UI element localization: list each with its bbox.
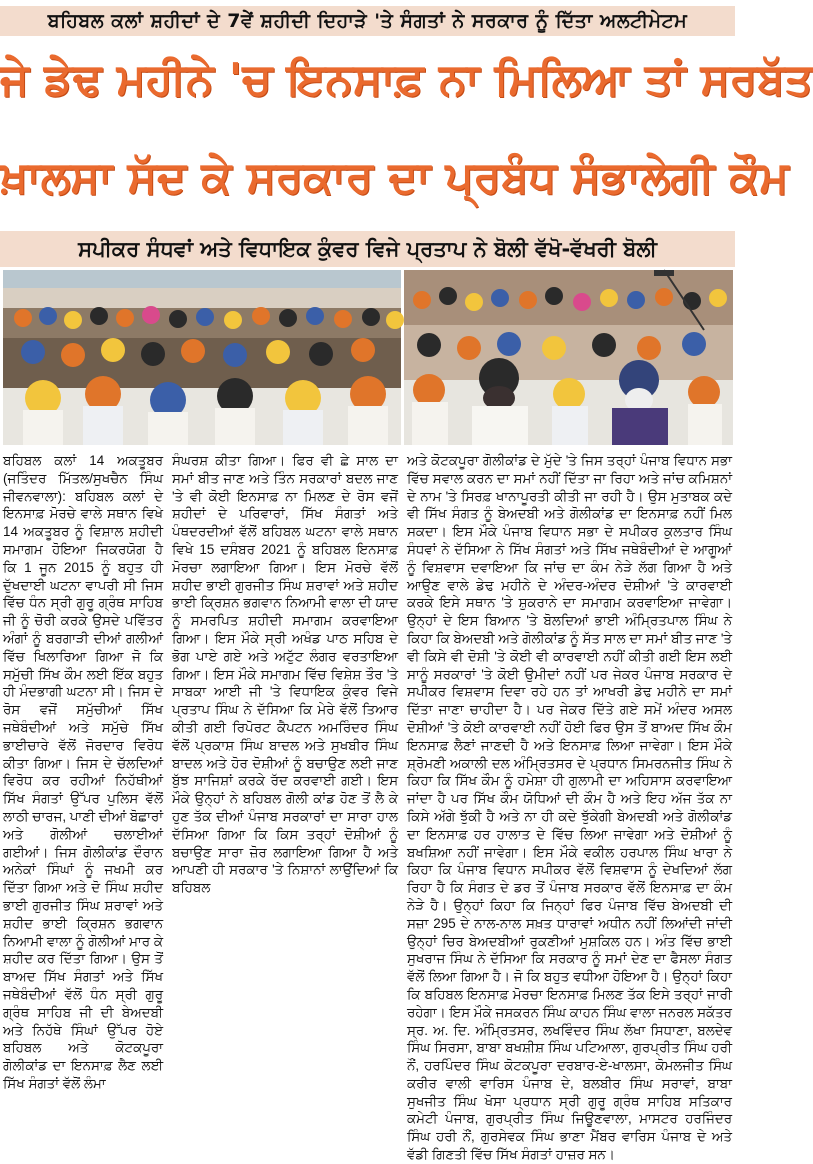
article-column-3 [407, 452, 732, 1163]
article-body-text: ਬਹਿਬਲ ਕਲਾਂ 14 ਅਕਤੂਬਰ (ਜਤਿੰਦਰ ਮਿੱਤਲ/ਸੁਖਚੈਨ ਸਿੰਘ ਜੀਵਨਵਾਲਾ): ਬਹਿਬਲ ਕਲਾਂ ਦੇ ਇਨਸਾਫ਼ ਮੋਰਚੇ ਵਾਲੇ ਸਥਾਨ ਵਿਖੇ 14 ਅਕਤੂਬਰ ਨੂੰ ਵਿਸ਼ਾਲ ਸ਼ਹੀਦੀ ਸਮਾਗਮ ਹੋਇਆ ਜਿਕਰਯੋਗ ਹੈ ਕਿ 1 ਜੂਨ 2015 ਨੂੰ ਬਹੁਤ ਹੀ ਦੁੱਖਦਾਈ ਘਟਨਾ ਵਾਪਰੀ ਸੀ ਜਿਸ ਵਿੱਚ ਧੰਨ ਸ੍ਰੀ ਗੁਰੂ ਗ੍ਰੰਥ ਸਾਹਿਬ ਜੀ ਨੂੰ ਚੋਰੀ ਕਰਕੇ ਉਸਦੇ ਪਵਿੱਤਰ ਅੰਗਾਂ ਨੂੰ ਬਰਗਾੜੀ ਦੀਆਂ ਗਲੀਆਂ ਵਿੱਚ ਖਿਲਾਰਿਆ ਗਿਆ ਜੋ ਕਿ ਸਮੁੱਚੀ ਸਿੱਖ ਕੌਮ ਲਈ ਇੱਕ ਬਹੁਤ ਹੀ ਮੰਦਭਾਗੀ ਘਟਨਾ ਸੀ। ਜਿਸ ਦੇ ਰੋਸ ਵਜੋਂ ਸਮੁੱਚੀਆਂ ਸਿੱਖ ਜਥੇਬੰਦੀਆਂ ਅਤੇ ਸਮੁੱਚੇ ਸਿੱਖ ਭਾਈਚਾਰੇ ਵੱਲੋਂ ਜੋਰਦਾਰ ਵਿਰੋਧ ਕੀਤਾ ਗਿਆ। ਜਿਸ ਦੇ ਚੱਲਦਿਆਂ ਵਿਰੋਧ ਕਰ ਰਹੀਆਂ ਨਿਹੱਥੀਆਂ ਸਿੱਖ ਸੰਗਤਾਂ ਉੱਪਰ ਪੁਲਿਸ ਵੱਲੋਂ ਲਾਠੀ ਚਾਰਜ, ਪਾਣੀ ਦੀਆਂ ਬੋਛਾਰਾਂ ਅਤੇ ਗੋਲੀਆਂ ਚਲਾਈਆਂ ਗਈਆਂ। ਜਿਸ ਗੋਲੀਕਾਂਡ ਦੌਰਾਨ ਅਨੇਕਾਂ ਸਿੰਘਾਂ ਨੂੰ ਜਖਮੀ ਕਰ ਦਿੱਤਾ ਗਿਆ ਅਤੇ ਦੋ ਸਿੰਘ ਸ਼ਹੀਦ ਭਾਈ ਗੁਰਜੀਤ ਸਿੰਘ ਸ਼ਰਾਵਾਂ ਅਤੇ ਸ਼ਹੀਦ ਭਾਈ ਕ੍ਰਿਸ਼ਨ ਭਗਵਾਨ ਨਿਆਮੀ ਵਾਲਾ ਨੂੰ ਗੋਲੀਆਂ ਮਾਰ ਕੇ ਸ਼ਹੀਦ ਕਰ ਦਿੱਤਾ ਗਿਆ। ਉਸ ਤੋਂ ਬਾਅਦ ਸਿੱਖ ਸੰਗਤਾਂ ਅਤੇ ਸਿੱਖ ਜਥੇਬੰਦੀਆਂ ਵੱਲੋਂ ਧੰਨ ਸ੍ਰੀ ਗੁਰੂ ਗ੍ਰੰਥ ਸਾਹਿਬ ਜੀ ਦੀ ਬੇਅਦਬੀ ਅਤੇ ਨਿਹੱਥੇ ਸਿੰਘਾਂ ਉੱਪਰ ਹੋਏ ਬਹਿਬਲ ਅਤੇ ਕੋਟਕਪੂਰਾ ਗੋਲੀਕਾਂਡ ਦਾ ਇਨਸਾਫ਼ ਲੈਣ ਲਈ ਸਿੱਖ ਸੰਗਤਾਂ ਵੱਲੋਂ ਲੰਮਾ [3, 453, 163, 1091]
article-body-text: ਅਤੇ ਕੋਟਕਪੂਰਾ ਗੋਲੀਕਾਂਡ ਦੇ ਮੁੱਦੇ 'ਤੇ ਜਿਸ ਤਰ੍ਹਾਂ ਪੰਜਾਬ ਵਿਧਾਨ ਸਭਾ ਵਿੱਚ ਸਵਾਲ ਕਰਨ ਦਾ ਸਮਾਂ ਨਹੀਂ ਦਿੱਤਾ ਜਾ ਰਿਹਾ ਅਤੇ ਜਾਂਚ ਕਮਿਸ਼ਨਾਂ ਦੇ ਨਾਮ 'ਤੇ ਸਿਰਫ਼ ਖਾਨਾਪੂਰਤੀ ਕੀਤੀ ਜਾ ਰਹੀ ਹੈ। ਉਸ ਮੁਤਾਬਕ ਕਦੇ ਵੀ ਸਿੱਖ ਸੰਗਤ ਨੂੰ ਬੇਅਦਬੀ ਅਤੇ ਗੋਲੀਕਾਂਡ ਦਾ ਇਨਸਾਫ਼ ਨਹੀਂ ਮਿਲ ਸਕਦਾ। ਇਸ ਮੌਕੇ ਪੰਜਾਬ ਵਿਧਾਨ ਸਭਾ ਦੇ ਸਪੀਕਰ ਕੁਲਤਾਰ ਸਿੰਘ ਸੰਧਵਾਂ ਨੇ ਦੱਸਿਆ ਨੇ ਸਿੱਖ ਸੰਗਤਾਂ ਅਤੇ ਸਿੱਖ ਜਥੇਬੰਦੀਆਂ ਦੇ ਆਗੂਆਂ ਨੂੰ ਵਿਸ਼ਵਾਸ ਦਵਾਇਆ ਕਿ ਜਾਂਚ ਦਾ ਕੰਮ ਨੇੜੇ ਲੱਗ ਗਿਆ ਹੈ ਅਤੇ ਆਉਣ ਵਾਲੇ ਡੇਢ ਮਹੀਨੇ ਦੇ ਅੰਦਰ-ਅੰਦਰ ਦੋਸ਼ੀਆਂ 'ਤੇ ਕਾਰਵਾਈ ਕਰਕੇ ਇਸੇ ਸਥਾਨ 'ਤੇ ਸ਼ੁਕਰਾਨੇ ਦਾ ਸਮਾਗਮ ਕਰਵਾਇਆ ਜਾਵੇਗਾ। ਉਨ੍ਹਾਂ ਦੇ ਇਸ ਬਿਆਨ 'ਤੇ ਬੋਲਦਿਆਂ ਭਾਈ ਅੰਮ੍ਰਿਤਪਾਲ ਸਿੰਘ ਨੇ ਕਿਹਾ ਕਿ ਬੇਅਦਬੀ ਅਤੇ ਗੋਲੀਕਾਂਡ ਨੂੰ ਸੱਤ ਸਾਲ ਦਾ ਸਮਾਂ ਬੀਤ ਜਾਣ 'ਤੇ ਵੀ ਕਿਸੇ ਵੀ ਦੋਸ਼ੀ 'ਤੇ ਕੋਈ ਵੀ ਕਾਰਵਾਈ ਨਹੀਂ ਕੀਤੀ ਗਈ ਇਸ ਲਈ ਸਾਨੂੰ ਸਰਕਾਰਾਂ 'ਤੇ ਕੋਈ ਉਮੀਦਾਂ ਨਹੀਂ ਪਰ ਜੇਕਰ ਪੰਜਾਬ ਸਰਕਾਰ ਦੇ ਸਪੀਕਰ ਵਿਸ਼ਵਾਸ ਦਿਵਾ ਰਹੇ ਹਨ ਤਾਂ ਆਖਰੀ ਡੇਢ ਮਹੀਨੇ ਦਾ ਸਮਾਂ ਦਿੱਤਾ ਜਾਣਾ ਚਾਹੀਦਾ ਹੈ। ਪਰ ਜੇਕਰ ਦਿੱਤੇ ਗਏ ਸਮੇਂ ਅੰਦਰ ਅਸਲ ਦੋਸ਼ੀਆਂ 'ਤੇ ਕੋਈ ਕਾਰਵਾਈ ਨਹੀਂ ਹੋਈ ਫਿਰ ਉਸ ਤੋਂ ਬਾਅਦ ਸਿੱਖ ਕੌਮ ਇਨਸਾਫ਼ ਲੈਣਾਂ ਜਾਣਦੀ ਹੈ ਅਤੇ ਇਨਸਾਫ਼ ਲਿਆ ਜਾਵੇਗਾ। ਇਸ ਮੌਕੇ ਸ਼੍ਰੋਮਣੀ ਅਕਾਲੀ ਦਲ ਅੰਮ੍ਰਿਤਸਰ ਦੇ ਪ੍ਰਧਾਨ ਸਿਮਰਨਜੀਤ ਸਿੰਘ ਨੇ ਕਿਹਾ ਕਿ ਸਿੱਖ ਕੌਮ ਨੂੰ ਹਮੇਸ਼ਾ ਹੀ ਗੁਲਾਮੀ ਦਾ ਅਹਿਸਾਸ ਕਰਵਾਇਆ ਜਾਂਦਾ ਹੈ ਪਰ ਸਿੱਖ ਕੌਮ ਯੋਧਿਆਂ ਦੀ ਕੌਮ ਹੈ ਅਤੇ ਇਹ ਅੱਜ ਤੱਕ ਨਾ ਕਿਸੇ ਅੱਗੇ ਝੁੱਕੀ ਹੈ ਅਤੇ ਨਾ ਹੀ ਕਦੇ ਝੁੱਕੇਗੀ ਬੇਅਦਬੀ ਅਤੇ ਗੋਲੀਕਾਂਡ ਦਾ ਇਨਸਾਫ਼ ਹਰ ਹਾਲਾਤ ਦੇ ਵਿੱਚ ਲਿਆ ਜਾਵੇਗਾ ਅਤੇ ਦੋਸ਼ੀਆਂ ਨੂੰ ਬਖਸ਼ਿਆ ਨਹੀਂ ਜਾਵੇਗਾ। ਇਸ ਮੌਕੇ ਵਕੀਲ ਹਰਪਾਲ ਸਿੰਘ ਖਾਰਾ ਨੇ ਕਿਹਾ ਕਿ ਪੰਜਾਬ ਵਿਧਾਨ ਸਪੀਕਰ ਵੱਲੋਂ ਵਿਸ਼ਵਾਸ ਨੂੰ ਦੇਖਦਿਆਂ ਲੱਗ ਰਿਹਾ ਹੈ ਕਿ ਸੰਗਤ ਦੇ ਡਰ ਤੋਂ ਪੰਜਾਬ ਸਰਕਾਰ ਵੱਲੋਂ ਇਨਸਾਫ਼ ਦਾ ਕੰਮ ਨੇੜੇ ਹੈ। ਉਨ੍ਹਾਂ ਕਿਹਾ ਕਿ ਜਿਨ੍ਹਾਂ ਫਿਰ ਪੰਜਾਬ ਵਿੱਚ ਬੇਅਦਬੀ ਦੀ ਸਜ਼ਾ 295 ਦੇ ਨਾਲ-ਨਾਲ ਸਖ਼ਤ ਧਾਰਾਵਾਂ ਅਧੀਨ ਨਹੀਂ ਲਿਆਂਦੀ ਜਾਂਦੀ ਉਨ੍ਹਾਂ ਚਿਰ ਬੇਅਦਬੀਆਂ ਰੁਕਣੀਆਂ ਮੁਸ਼ਕਿਲ ਹਨ। ਅੰਤ ਵਿੱਚ ਭਾਈ ਸੁਖਰਾਜ ਸਿੰਘ ਨੇ ਦੱਸਿਆ ਕਿ ਸਰਕਾਰ ਨੂੰ ਸਮਾਂ ਦੇਣ ਦਾ ਫੈਸਲਾ ਸੰਗਤ ਵੱਲੋਂ ਲਿਆ ਗਿਆ ਹੈ। ਜੋ ਕਿ ਬਹੁਤ ਵਧੀਆ ਹੋਇਆ ਹੈ। ਉਨ੍ਹਾਂ ਕਿਹਾ ਕਿ ਬਹਿਬਲ ਇਨਸਾਫ਼ ਮੋਰਚਾ ਇਨਸਾਫ਼ ਮਿਲਣ ਤੱਕ ਇਸੇ ਤਰ੍ਹਾਂ ਜਾਰੀ ਰਹੇਗਾ। ਇਸ ਮੌਕੇ ਜਸਕਰਨ ਸਿੰਘ ਕਾਹਨ ਸਿੰਘ ਵਾਲਾ ਜਨਰਲ ਸਕੱਤਰ ਸ੍ਰ. ਅ. ਦਿ. ਅੰਮ੍ਰਿਤਸਰ, ਲਖਵਿੰਦਰ ਸਿੰਘ ਲੱਖਾ ਸਿਧਾਣਾ, ਬਲਦੇਵ ਸਿੰਘ ਸਿਰਸਾ, ਬਾਬਾ ਬਖਸ਼ੀਸ਼ ਸਿੰਘ ਪਟਿਆਲਾ, ਗੁਰਪ੍ਰੀਤ ਸਿੰਘ ਹਰੀ ਨੌਂ, ਹਰਪਿੰਦਰ ਸਿੰਘ ਕੋਟਕਪੂਰਾ ਦਰਬਾਰ-ਏ-ਖਾਲਸਾ, ਕੋਮਲਜੀਤ ਸਿੰਘ ਕਰੀਰ ਵਾਲੀ ਵਾਰਿਸ ਪੰਜਾਬ ਦੇ, ਬਲਬੀਰ ਸਿੰਘ ਸਰਾਵਾਂ, ਬਾਬਾ ਸੁਖਜੀਤ ਸਿੰਘ ਖੋਸਾ ਪ੍ਰਧਾਨ ਸ੍ਰੀ ਗੁਰੂ ਗ੍ਰੰਥ ਸਾਹਿਬ ਸਤਿਕਾਰ ਕਮੇਟੀ ਪੰਜਾਬ, ਗੁਰਪ੍ਰੀਤ ਸਿੰਘ ਜਿਊਣਵਾਲਾ, ਮਾਸਟਰ ਹਰਜਿੰਦਰ ਸਿੰਘ ਹਰੀ ਨੌਂ, ਗੁਰਸੇਵਕ ਸਿੰਘ ਭਾਣਾ ਮੈਂਬਰ ਵਾਰਿਸ ਪੰਜਾਬ ਦੇ ਅਤੇ ਵੱਡੀ ਗਿਣਤੀ ਵਿੱਚ ਸਿੱਖ ਸੰਗਤਾਂ ਹਾਜ਼ਰ ਸਨ। [407, 453, 732, 1163]
article-body-text: ਸੰਘਰਸ਼ ਕੀਤਾ ਗਿਆ। ਫਿਰ ਵੀ ਛੇ ਸਾਲ ਦਾ ਸਮਾਂ ਬੀਤ ਜਾਣ ਅਤੇ ਤਿੰਨ ਸਰਕਾਰਾਂ ਬਦਲ ਜਾਣ 'ਤੇ ਵੀ ਕੋਈ ਇਨਸਾਫ਼ ਨਾ ਮਿਲਣ ਦੇ ਰੋਸ ਵਜੋਂ ਸ਼ਹੀਦਾਂ ਦੇ ਪਰਿਵਾਰਾਂ, ਸਿੱਖ ਸੰਗਤਾਂ ਅਤੇ ਪੰਥਦਰਦੀਆਂ ਵੱਲੋਂ ਬਹਿਬਲ ਘਟਨਾ ਵਾਲੇ ਸਥਾਨ ਵਿਖੇ 15 ਦਸੰਬਰ 2021 ਨੂੰ ਬਹਿਬਲ ਇਨਸਾਫ਼ ਮੋਰਚਾ ਲਗਾਇਆ ਗਿਆ। ਇਸ ਮੋਰਚੇ ਵੱਲੋਂ ਸ਼ਹੀਦ ਭਾਈ ਗੁਰਜੀਤ ਸਿੰਘ ਸ਼ਰਾਵਾਂ ਅਤੇ ਸ਼ਹੀਦ ਭਾਈ ਕ੍ਰਿਸ਼ਨ ਭਗਵਾਨ ਨਿਆਮੀ ਵਾਲਾ ਦੀ ਯਾਦ ਨੂੰ ਸਮਰਪਿਤ ਸ਼ਹੀਦੀ ਸਮਾਗਮ ਕਰਵਾਇਆ ਗਿਆ। ਇਸ ਮੌਕੇ ਸ੍ਰੀ ਅਖੰਡ ਪਾਠ ਸਹਿਬ ਦੇ ਭੋਗ ਪਾਏ ਗਏ ਅਤੇ ਅਟੁੱਟ ਲੰਗਰ ਵਰਤਾਇਆ ਗਿਆ। ਇਸ ਮੌਕੇ ਸਮਾਗਮ ਵਿੱਚ ਵਿਸ਼ੇਸ਼ ਤੌਰ 'ਤੇ ਸਾਬਕਾ ਆਈ ਜੀ 'ਤੇ ਵਿਧਾਇਕ ਕੁੰਵਰ ਵਿਜੇ ਪ੍ਰਤਾਪ ਸਿੰਘ ਨੇ ਦੱਸਿਆ ਕਿ ਮੇਰੇ ਵੱਲੋਂ ਤਿਆਰ ਕੀਤੀ ਗਈ ਰਿਪੋਰਟ ਕੈਪਟਨ ਅਮਰਿੰਦਰ ਸਿੰਘ ਵੱਲੋਂ ਪ੍ਰਕਾਸ਼ ਸਿੰਘ ਬਾਦਲ ਅਤੇ ਸੁਖਬੀਰ ਸਿੰਘ ਬਾਦਲ ਅਤੇ ਹੋਰ ਦੋਸ਼ੀਆਂ ਨੂੰ ਬਚਾਉਣ ਲਈ ਜਾਣ ਬੁੱਝ ਸਾਜਿਸ਼ਾਂ ਕਰਕੇ ਰੱਦ ਕਰਵਾਈ ਗਈ। ਇਸ ਮੌਕੇ ਉਨ੍ਹਾਂ ਨੇ ਬਹਿਬਲ ਗੋਲੀ ਕਾਂਡ ਹੋਣ ਤੋਂ ਲੈ ਕੇ ਹੁਣ ਤੱਕ ਦੀਆਂ ਪੰਜਾਬ ਸਰਕਾਰਾਂ ਦਾ ਸਾਰਾ ਹਾਲ ਦੱਸਿਆ ਗਿਆ ਕਿ ਕਿਸ ਤਰ੍ਹਾਂ ਦੋਸ਼ੀਆਂ ਨੂੰ ਬਚਾਉਣ ਸਾਰਾ ਜ਼ੋਰ ਲਗਾਇਆ ਗਿਆ ਹੈ ਅਤੇ ਆਪਣੀ ਹੀ ਸਰਕਾਰ 'ਤੇ ਨਿਸ਼ਾਨਾਂ ਲਾਉਂਦਿਆਂ ਕਿ ਬਹਿਬਲ [172, 453, 398, 896]
headline-line-2: ਖ਼ਾਲਸਾ ਸੱਦ ਕੇ ਸਰਕਾਰ ਦਾ ਪ੍ਰਬੰਧ ਸੰਭਾਲੇਗੀ ਕੌਮ [0, 152, 789, 203]
article-column-1 [3, 452, 163, 1091]
article-column-2 [172, 452, 398, 1020]
photo-crowd-gathering [3, 270, 401, 445]
photo-stage-speakers [404, 270, 733, 445]
headline-line-1: ਜੇ ਡੇਢ ਮਹੀਨੇ 'ਚ ਇਨਸਾਫ਼ ਨਾ ਮਿਲਿਆ ਤਾਂ ਸਰਬੱਤ [0, 54, 813, 105]
article-kicker: ਬਹਿਬਲ ਕਲਾਂ ਸ਼ਹੀਦਾਂ ਦੇ 7ਵੇਂ ਸ਼ਹੀਦੀ ਦਿਹਾੜੇ 'ਤੇ ਸੰਗਤਾਂ ਨੇ ਸਰਕਾਰ ਨੂੰ ਦਿੱਤਾ ਅਲਟੀਮੇਟਮ [0, 6, 735, 36]
article-subheadline: ਸਪੀਕਰ ਸੰਧਵਾਂ ਅਤੇ ਵਿਧਾਇਕ ਕੁੰਵਰ ਵਿਜੇ ਪ੍ਰਤਾਪ ਨੇ ਬੋਲੀ ਵੱਖੋ-ਵੱਖਰੀ ਬੋਲੀ [0, 231, 735, 267]
